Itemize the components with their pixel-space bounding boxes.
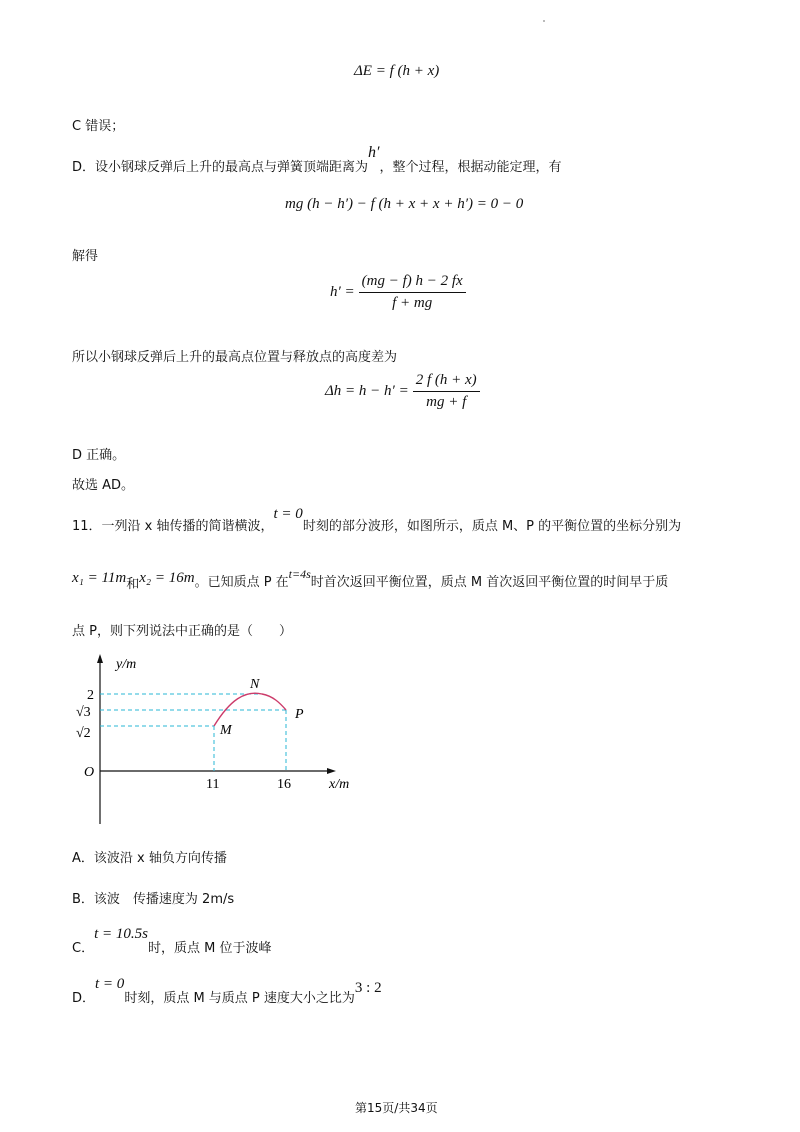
question-11-line2	[72, 567, 669, 592]
question-11-line1	[72, 506, 682, 535]
delta-h-lhs: Δh = h − h′ =	[325, 383, 409, 399]
option-d-label: D．	[72, 991, 96, 1006]
equation-energy: mg (h − h′) − f (h + x + x + h′) = 0 − 0	[285, 196, 524, 212]
q11-part3: 。已知质点 P 在	[194, 575, 289, 590]
point-label-p: P	[295, 707, 304, 722]
h-prime-numerator: (mg − f) h − 2 fx	[359, 273, 466, 293]
option-c	[72, 925, 272, 956]
d-intro-main: D．设小钢球反弹后上升的最高点与弹簧顶端距离为	[72, 160, 369, 175]
x-axis-label: x/m	[329, 777, 350, 792]
q11-and: 和	[126, 577, 140, 592]
point-label-n: N	[250, 677, 260, 692]
question-11-line3: 点 P，则下列说法中正确的是（ ）	[72, 624, 292, 639]
option-a: A．该波沿 x 轴负方向传播	[72, 851, 227, 866]
h-prime-fraction	[359, 273, 466, 312]
d-intro-end: ，整个过程，根据动能定理，有	[379, 160, 562, 175]
x-tick-11: 11	[206, 777, 220, 792]
c-wrong-text: C 错误；	[72, 119, 125, 134]
option-c-label: C．	[72, 941, 95, 956]
y-tick-sqrt2: √2	[76, 726, 91, 741]
solve-label: 解得	[72, 249, 99, 264]
equation-h-prime	[330, 273, 466, 312]
option-d	[72, 975, 382, 1006]
x-axis-arrow	[327, 768, 336, 774]
y-tick-2: 2	[87, 688, 94, 703]
d-correct-text: D 正确。	[72, 448, 126, 463]
equation-delta-e: ΔE = f (h + x)	[354, 63, 440, 79]
height-difference-text: 所以小钢球反弹后上升的最高点位置与释放点的高度差为	[72, 350, 398, 365]
option-b: B．该波 传播速度为 2m/s	[72, 892, 235, 907]
y-axis-arrow	[97, 654, 103, 663]
q11-part4: 时首次返回平衡位置，质点 M 首次返回平衡位置的时间早于质	[310, 575, 669, 590]
h-prime-denominator: f + mg	[392, 295, 433, 311]
page-footer: 第15页/共34页	[355, 1101, 438, 1115]
wave-figure	[70, 652, 370, 827]
delta-h-numerator: 2 f (h + x)	[413, 372, 480, 392]
q11-part2: 时刻的部分波形，如图所示，质点 M、P 的平衡位置的坐标分别为	[302, 519, 682, 534]
answer-choice-text: 故选 AD。	[72, 478, 135, 493]
h-prime-lhs: h′ =	[330, 284, 355, 300]
q11-t4: t=4s	[288, 567, 311, 581]
origin-label: O	[84, 765, 95, 780]
option-c-time: t = 10.5s	[94, 926, 148, 942]
option-d-rest: 时刻，质点 M 与质点 P 速度大小之比为	[124, 991, 355, 1006]
point-label-m: M	[220, 723, 232, 738]
option-d-ratio: 3 : 2	[354, 980, 382, 996]
q11-x2: x₂ = 16m	[139, 570, 195, 586]
q11-x1: x₁ = 11m	[72, 570, 127, 586]
option-d-time: t = 0	[95, 976, 125, 992]
delta-h-denominator: mg + f	[426, 394, 467, 410]
h-prime-symbol: h′	[368, 144, 380, 161]
y-axis-label: y/m	[116, 657, 137, 672]
scan-speck	[543, 20, 545, 22]
y-tick-sqrt3: √3	[76, 705, 91, 720]
delta-h-fraction	[413, 372, 480, 411]
equation-delta-h	[325, 372, 480, 411]
q11-t0: t = 0	[273, 506, 303, 522]
d-intro-text	[72, 144, 562, 176]
option-c-rest: 时，质点 M 位于波峰	[147, 941, 272, 956]
q11-part1: 11．一列沿 x 轴传播的简谐横波，	[72, 519, 274, 534]
x-tick-16: 16	[277, 777, 291, 792]
